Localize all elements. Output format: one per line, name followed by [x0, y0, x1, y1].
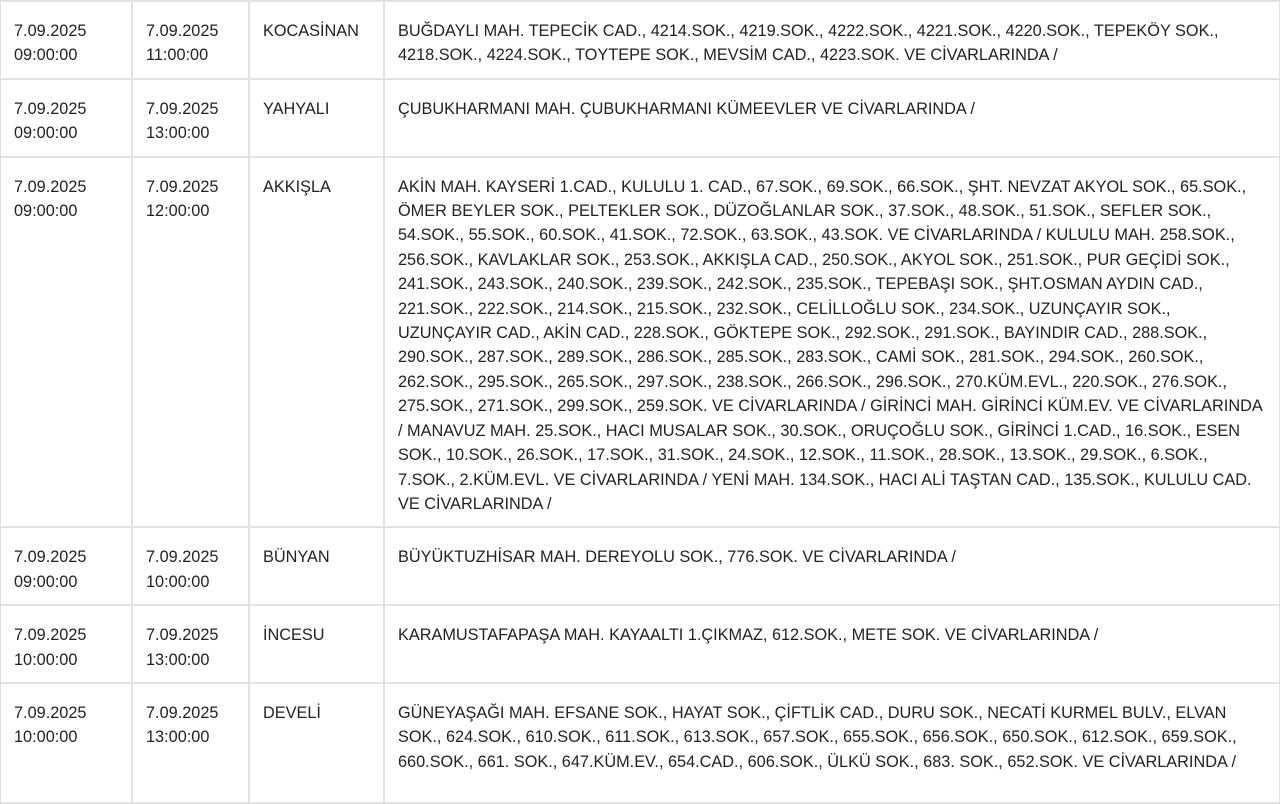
end-date: 7.09.2025 [146, 548, 219, 567]
address-cell: ÇUBUKHARMANI MAH. ÇUBUKHARMANI KÜMEEVLER VE CİVARLARINDA / [385, 80, 1280, 158]
start-date: 7.09.2025 [14, 548, 87, 567]
district-cell: İNCESU [250, 606, 385, 684]
end-date: 7.09.2025 [146, 703, 219, 722]
start-date: 7.09.2025 [14, 626, 87, 645]
table-row [1, 528, 1280, 606]
district-cell: KOCASİNAN [250, 2, 385, 80]
start-date: 7.09.2025 [14, 177, 87, 196]
start-time: 09:00:00 [14, 572, 78, 591]
end-cell [133, 606, 250, 684]
address-cell: BÜYÜKTUZHİSAR MAH. DEREYOLU SOK., 776.SOK. VE CİVARLARINDA / [385, 528, 1280, 606]
start-date: 7.09.2025 [14, 99, 87, 118]
start-time: 09:00:00 [14, 124, 78, 143]
table-row [1, 606, 1280, 684]
start-cell [1, 528, 133, 606]
end-date: 7.09.2025 [146, 99, 219, 118]
end-time: 13:00:00 [146, 650, 210, 669]
end-time: 12:00:00 [146, 202, 210, 221]
start-cell [1, 684, 133, 804]
end-time: 10:00:00 [146, 572, 210, 591]
end-cell [133, 684, 250, 804]
district-cell: AKKIŞLA [250, 158, 385, 529]
district-cell: YAHYALI [250, 80, 385, 158]
address-cell: KARAMUSTAFAPAŞA MAH. KAYAALTI 1.ÇIKMAZ, 612.SOK., METE SOK. VE CİVARLARINDA / [385, 606, 1280, 684]
start-time: 09:00:00 [14, 202, 78, 221]
district-cell: DEVELİ [250, 684, 385, 804]
start-cell [1, 606, 133, 684]
district-cell: BÜNYAN [250, 528, 385, 606]
end-time: 13:00:00 [146, 728, 210, 747]
start-time: 09:00:00 [14, 46, 78, 65]
table-row [1, 2, 1280, 80]
table-row [1, 158, 1280, 529]
start-cell [1, 158, 133, 529]
table-row [1, 80, 1280, 158]
start-time: 10:00:00 [14, 728, 78, 747]
start-cell [1, 2, 133, 80]
address-cell: AKİN MAH. KAYSERİ 1.CAD., KULULU 1. CAD., 67.SOK., 69.SOK., 66.SOK., ŞHT. NEVZAT AKYOL SOK., 65.SOK., ÖMER BEYLER SOK., PELTEKLER SOK., DÜZOĞLANLAR SOK., 37.SOK., 48.SOK., 51.SOK., SEFLER SOK., 54.SOK., 55.SOK., 60.SOK., 41.SOK., 72.SOK., 63.SOK., 43.SOK. VE CİVARLARINDA / KULULU MAH. 258.SOK., 256.SOK., KAVLAKLAR SOK., 253.SOK., AKKIŞLA CAD., 250.SOK., AKYOL SOK., 251.SOK., PUR GEÇİDİ SOK., 241.SOK., 243.SOK., 240.SOK., 239.SOK., 242.SOK., 235.SOK., TEPEBAŞI SOK., ŞHT.OSMAN AYDIN CAD., 221.SOK., 222.SOK., 214.SOK., 215.SOK., 232.SOK., CELİLLOĞLU SOK., 234.SOK., UZUNÇAYIR SOK., UZUNÇAYIR CAD., AKİN CAD., 228.SOK., GÖKTEPE SOK., 292.SOK., 291.SOK., BAYINDIR CAD., 288.SOK., 290.SOK., 287.SOK., 289.SOK., 286.SOK., 285.SOK., 283.SOK., CAMİ SOK., 281.SOK., 294.SOK., 260.SOK., 262.SOK., 295.SOK., 265.SOK., 297.SOK., 238.SOK., 266.SOK., 296.SOK., 270.KÜM.EVL., 220.SOK., 276.SOK., 275.SOK., 271.SOK., 299.SOK., 259.SOK. VE CİVARLARINDA / GİRİNCİ MAH. GİRİNCİ KÜM.EV. VE CİVARLARINDA / MANAVUZ MAH. 25.SOK., HACI MUSALAR SOK., 30.SOK., ORUÇOĞLU SOK., GİRİNCİ 1.CAD., 16.SOK., ESEN SOK., 10.SOK., 26.SOK., 17.SOK., 31.SOK., 24.SOK., 12.SOK., 11.SOK., 28.SOK., 13.SOK., 29.SOK., 6.SOK., 7.SOK., 2.KÜM.EVL. VE CİVARLARINDA / YENİ MAH. 134.SOK., HACI ALİ TAŞTAN CAD., 135.SOK., KULULU CAD. VE CİVARLARINDA / [385, 158, 1280, 529]
end-date: 7.09.2025 [146, 626, 219, 645]
end-date: 7.09.2025 [146, 22, 219, 40]
start-date: 7.09.2025 [14, 22, 87, 40]
start-cell [1, 80, 133, 158]
start-date: 7.09.2025 [14, 703, 87, 722]
end-time: 13:00:00 [146, 124, 210, 143]
start-time: 10:00:00 [14, 650, 78, 669]
end-cell [133, 528, 250, 606]
end-date: 7.09.2025 [146, 177, 219, 196]
table-row [1, 684, 1280, 804]
end-time: 11:00:00 [146, 46, 209, 65]
address-cell: BUĞDAYLI MAH. TEPECİK CAD., 4214.SOK., 4219.SOK., 4222.SOK., 4221.SOK., 4220.SOK., TEPEKÖY SOK., 4218.SOK., 4224.SOK., TOYTEPE SOK., MEVSİM CAD., 4223.SOK. VE CİVARLARINDA / [385, 2, 1280, 80]
end-cell [133, 80, 250, 158]
end-cell [133, 2, 250, 80]
end-cell [133, 158, 250, 529]
address-cell: GÜNEYAŞAĞI MAH. EFSANE SOK., HAYAT SOK., ÇİFTLİK CAD., DURU SOK., NECATİ KURMEL BULV., ELVAN SOK., 624.SOK., 610.SOK., 611.SOK., 613.SOK., 657.SOK., 655.SOK., 656.SOK., 650.SOK., 612.SOK., 659.SOK., 660.SOK., 661. SOK., 647.KÜM.EV., 654.CAD., 606.SOK., ÜLKÜ SOK., 683. SOK., 652.SOK. VE CİVARLARINDA / [385, 684, 1280, 804]
